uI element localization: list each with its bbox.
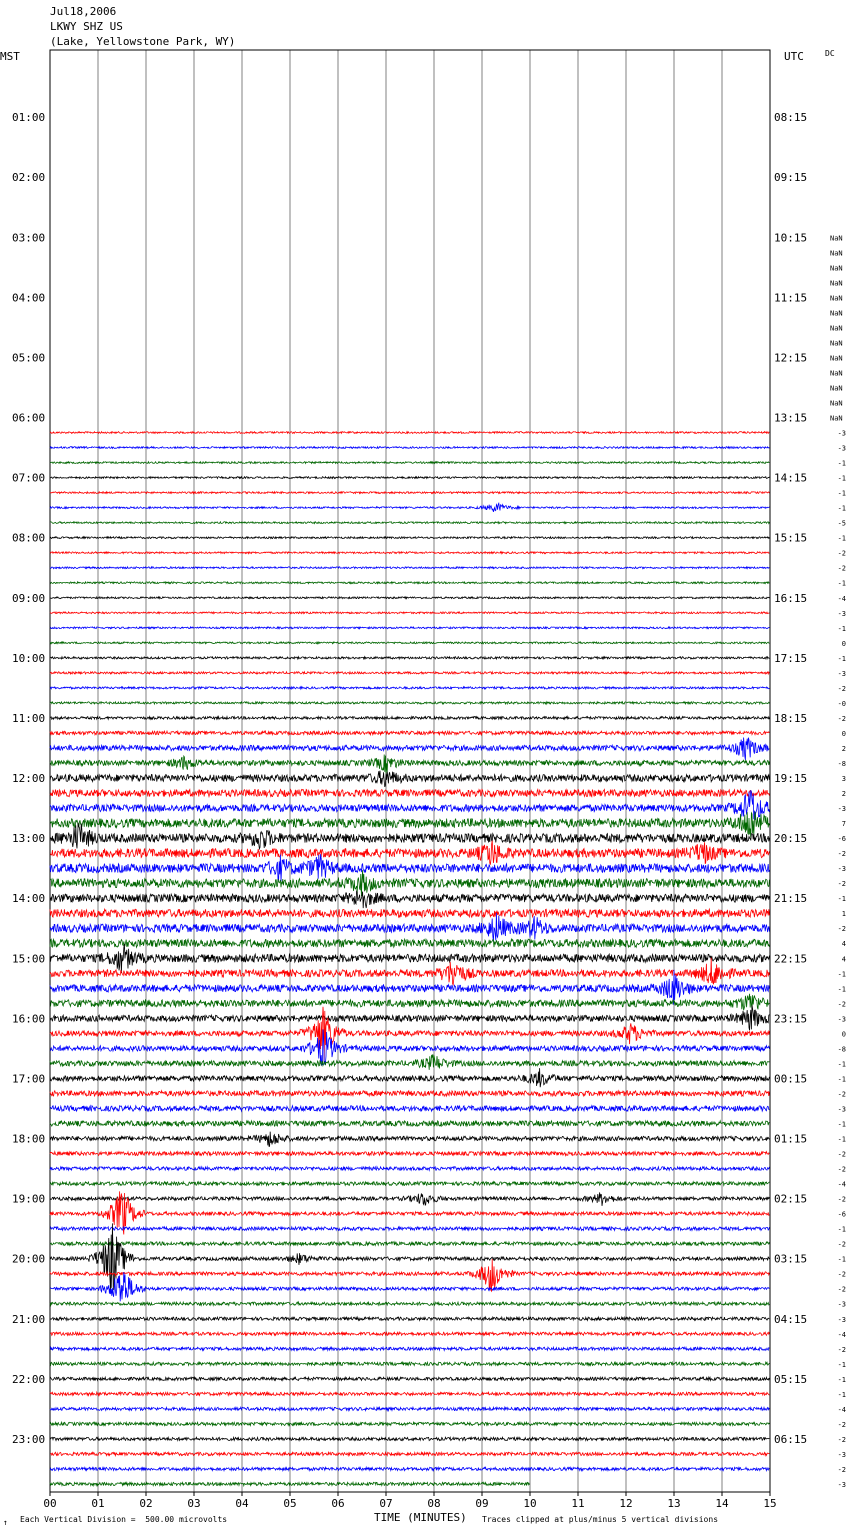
row-dc-value: -2 [837,1345,846,1354]
row-dc-value: -2 [837,850,846,859]
left-hour-label: 15:00 [12,952,46,966]
row-nan-label: NaN [830,264,843,273]
trace-row-83 [50,1302,769,1305]
trace-row-27 [50,462,769,464]
trace-row-60 [50,944,769,973]
row-nan-label: NaN [830,279,843,288]
trace-row-67 [50,1054,769,1070]
trace-row-95 [50,1482,529,1485]
x-tick-label: 04 [235,1497,249,1510]
trace-row-79 [50,1242,769,1246]
x-tick-label: 09 [475,1497,489,1510]
trace-row-58 [50,913,769,942]
row-dc-value: -3 [837,1105,846,1114]
left-hour-label: 18:00 [12,1132,46,1146]
row-dc-value: -8 [837,759,846,768]
trace-row-41 [50,672,769,674]
row-nan-label: NaN [830,399,843,408]
row-dc-value: -2 [837,684,846,693]
row-dc-value: -3 [837,805,846,814]
x-tick-label: 01 [91,1497,105,1510]
trace-row-54 [50,854,769,881]
right-hour-labels [774,111,807,1446]
x-tick-label: 14 [715,1497,729,1510]
x-tick-label: 12 [619,1497,633,1510]
trace-row-90 [50,1407,769,1410]
trace-row-84 [50,1317,769,1320]
row-dc-value: -2 [837,925,846,934]
trace-row-73 [50,1152,769,1156]
x-tick-label: 00 [43,1497,57,1510]
trace-row-76 [50,1192,769,1206]
row-dc-value: -2 [837,1420,846,1429]
left-hour-label: 02:00 [12,171,46,185]
row-dc-value: 0 [841,639,846,648]
trace-row-86 [50,1347,769,1350]
trace-row-28 [50,477,769,479]
chart-date: Jul18,2006 [50,5,117,18]
trace-row-56 [50,891,769,909]
row-dc-values [830,234,846,1489]
left-hour-label: 20:00 [12,1252,46,1266]
station-code: LKWY SHZ US [50,20,123,33]
trace-row-68 [50,1068,769,1087]
trace-row-72 [50,1132,769,1147]
row-dc-value: -3 [837,1300,846,1309]
left-hour-label: 22:00 [12,1372,46,1386]
clip-note: Traces clipped at plus/minus 5 vertical divisions [482,1515,719,1524]
row-dc-value: -4 [837,1405,846,1414]
row-dc-value: -2 [837,1285,846,1294]
trace-row-31 [50,522,769,524]
left-hour-label: 04:00 [12,291,46,305]
seismic-traces [50,432,769,1486]
trace-row-53 [50,841,769,865]
right-hour-label: 10:15 [774,231,808,245]
right-hour-label: 21:15 [774,892,808,906]
x-tick-label: 02 [139,1497,153,1510]
row-dc-value: 0 [841,1030,846,1039]
trace-row-45 [50,731,769,735]
row-dc-value: -2 [837,1000,846,1009]
trace-row-48 [50,771,769,787]
right-hour-label: 16:15 [774,591,808,605]
row-dc-value: -3 [837,609,846,618]
row-nan-label: NaN [830,369,843,378]
trace-row-78 [50,1227,769,1231]
right-timezone: UTC [784,50,804,63]
trace-row-47 [50,755,769,774]
x-tick-label: 15 [763,1497,777,1510]
trace-row-25 [50,432,769,434]
x-axis-ticks [43,1492,776,1510]
trace-row-64 [50,1005,769,1030]
left-hour-label: 10:00 [12,651,46,665]
trace-row-80 [50,1223,769,1290]
row-nan-label: NaN [830,414,843,423]
x-tick-label: 03 [187,1497,201,1510]
trace-row-36 [50,597,769,599]
row-dc-value: -1 [837,1060,846,1069]
row-nan-label: NaN [830,294,843,303]
row-dc-value: -2 [837,1270,846,1279]
trace-row-49 [50,789,769,796]
right-hour-label: 20:15 [774,832,808,846]
left-hour-label: 11:00 [12,711,46,725]
x-tick-label: 06 [331,1497,345,1510]
row-dc-value: -8 [837,1045,846,1054]
row-dc-value: -1 [837,970,846,979]
right-hour-label: 09:15 [774,171,808,185]
right-hour-label: 14:15 [774,471,808,485]
trace-row-44 [50,717,769,720]
trace-row-93 [50,1452,769,1455]
row-dc-value: -1 [837,1225,846,1234]
row-nan-label: NaN [830,234,843,243]
row-dc-value: -1 [837,579,846,588]
trace-row-35 [50,582,769,584]
x-axis-title: TIME (MINUTES) [374,1511,467,1524]
trace-row-59 [50,939,769,947]
trace-row-51 [50,812,769,839]
trace-row-85 [50,1332,769,1335]
row-dc-value: -2 [837,1195,846,1204]
row-dc-value: -1 [837,624,846,633]
row-nan-label: NaN [830,339,843,348]
row-dc-value: -3 [837,1480,846,1489]
row-dc-value: -2 [837,1465,846,1474]
row-dc-value: -3 [837,429,846,438]
row-dc-value: -1 [837,654,846,663]
trace-row-92 [50,1437,769,1440]
right-hour-label: 03:15 [774,1252,808,1266]
x-tick-label: 10 [523,1497,537,1510]
trace-row-46 [50,738,769,761]
row-dc-value: -2 [837,549,846,558]
left-hour-label: 03:00 [12,231,46,245]
dc-label: DC [825,49,835,58]
trace-row-42 [50,687,769,689]
trace-row-65 [50,1007,769,1062]
row-dc-value: -6 [837,835,846,844]
left-hour-label: 14:00 [12,892,46,906]
row-dc-value: -3 [837,1450,846,1459]
trace-row-75 [50,1182,769,1186]
row-dc-value: -1 [837,534,846,543]
row-nan-label: NaN [830,354,843,363]
left-hour-label: 09:00 [12,591,46,605]
row-dc-value: 0 [841,729,846,738]
trace-row-38 [50,627,769,629]
right-hour-label: 15:15 [774,531,808,545]
left-hour-label: 08:00 [12,531,46,545]
row-nan-label: NaN [830,324,843,333]
trace-row-63 [50,994,769,1010]
row-dc-value: -1 [837,1390,846,1399]
corner-mark: ↑ [3,1518,8,1527]
row-dc-value: -2 [837,1090,846,1099]
trace-row-69 [50,1091,769,1096]
left-hour-label: 12:00 [12,772,46,785]
scale-note: Each Vertical Division = 500.00 microvolts [20,1515,228,1524]
station-location: (Lake, Yellowstone Park, WY) [50,35,236,48]
row-dc-value: -1 [837,985,846,994]
row-dc-value: -2 [837,714,846,723]
left-hour-label: 05:00 [12,351,46,365]
left-hour-label: 06:00 [12,411,46,425]
trace-row-89 [50,1392,769,1395]
row-dc-value: 2 [841,744,846,753]
row-dc-value: -6 [837,1210,846,1219]
row-dc-value: -2 [837,1165,846,1174]
trace-row-29 [50,492,769,494]
trace-row-55 [50,870,769,896]
trace-row-88 [50,1377,769,1380]
left-hour-label: 23:00 [12,1432,46,1446]
x-tick-label: 08 [427,1497,441,1510]
row-dc-value: -2 [837,1240,846,1249]
right-hour-label: 02:15 [774,1192,808,1206]
row-dc-value: -1 [837,1120,846,1129]
row-dc-value: -1 [837,1375,846,1384]
right-hour-label: 23:15 [774,1012,808,1026]
row-dc-value: -0 [837,699,846,708]
right-hour-label: 18:15 [774,711,808,725]
trace-row-94 [50,1467,769,1470]
trace-row-39 [50,642,769,644]
row-dc-value: 4 [841,940,846,949]
x-tick-label: 05 [283,1497,297,1510]
right-hour-label: 19:15 [774,772,808,785]
right-hour-label: 05:15 [774,1372,808,1386]
row-dc-value: 4 [841,955,846,964]
row-dc-value: -1 [837,459,846,468]
row-dc-value: 2 [841,790,846,799]
left-hour-label: 16:00 [12,1012,46,1026]
trace-row-34 [50,567,769,569]
row-dc-value: -1 [837,1360,846,1369]
trace-row-81 [50,1259,769,1291]
row-dc-value: -1 [837,895,846,904]
row-dc-value: -5 [837,519,846,528]
left-hour-label: 17:00 [12,1072,46,1086]
trace-row-66 [50,1029,769,1065]
trace-row-71 [50,1121,769,1126]
right-hour-label: 00:15 [774,1072,808,1086]
row-dc-value: 1 [841,910,846,919]
row-dc-value: -1 [837,1075,846,1084]
right-hour-label: 12:15 [774,351,808,365]
trace-row-91 [50,1422,769,1425]
x-tick-label: 11 [571,1497,585,1510]
left-timezone: MST [0,50,20,63]
trace-row-33 [50,552,769,554]
left-hour-label: 19:00 [12,1192,46,1206]
row-dc-value: -1 [837,489,846,498]
row-dc-value: -1 [837,504,846,513]
right-hour-label: 08:15 [774,111,808,125]
row-nan-label: NaN [830,309,843,318]
trace-row-30 [50,503,769,512]
trace-row-74 [50,1167,769,1171]
trace-row-87 [50,1362,769,1365]
trace-row-40 [50,657,769,659]
row-nan-label: NaN [830,384,843,393]
trace-row-70 [50,1106,769,1111]
row-dc-value: -3 [837,865,846,874]
trace-row-32 [50,537,769,539]
row-dc-value: 3 [841,775,846,783]
x-tick-label: 13 [667,1497,681,1510]
right-hour-label: 22:15 [774,952,808,966]
row-dc-value: -2 [837,880,846,889]
row-dc-value: -1 [837,474,846,483]
right-hour-label: 04:15 [774,1312,808,1326]
row-dc-value: -4 [837,594,846,603]
row-dc-value: -3 [837,1315,846,1324]
right-hour-label: 06:15 [774,1432,808,1446]
row-dc-value: -2 [837,1150,846,1159]
row-dc-value: -3 [837,1015,846,1024]
trace-row-57 [50,909,769,917]
row-dc-value: -4 [837,1330,846,1339]
row-dc-value: -3 [837,669,846,678]
left-hour-label: 01:00 [12,111,46,125]
right-hour-label: 17:15 [774,651,808,665]
right-hour-label: 01:15 [774,1132,808,1146]
x-tick-label: 07 [379,1497,393,1510]
left-hour-label: 21:00 [12,1312,46,1326]
row-dc-value: -3 [837,444,846,453]
row-dc-value: -2 [837,1435,846,1444]
right-hour-label: 11:15 [774,291,808,305]
row-dc-value: -1 [837,1255,846,1264]
left-hour-label: 07:00 [12,471,46,485]
trace-row-82 [50,1272,769,1301]
row-nan-label: NaN [830,249,843,258]
row-dc-value: -1 [837,1135,846,1144]
row-dc-value: 7 [841,820,846,829]
left-hour-labels [12,111,45,1446]
trace-row-26 [50,447,769,449]
row-dc-value: -2 [837,564,846,573]
right-hour-label: 13:15 [774,411,808,425]
trace-row-43 [50,702,769,704]
row-dc-value: -4 [837,1180,846,1189]
trace-row-37 [50,612,769,614]
left-hour-label: 13:00 [12,832,46,846]
